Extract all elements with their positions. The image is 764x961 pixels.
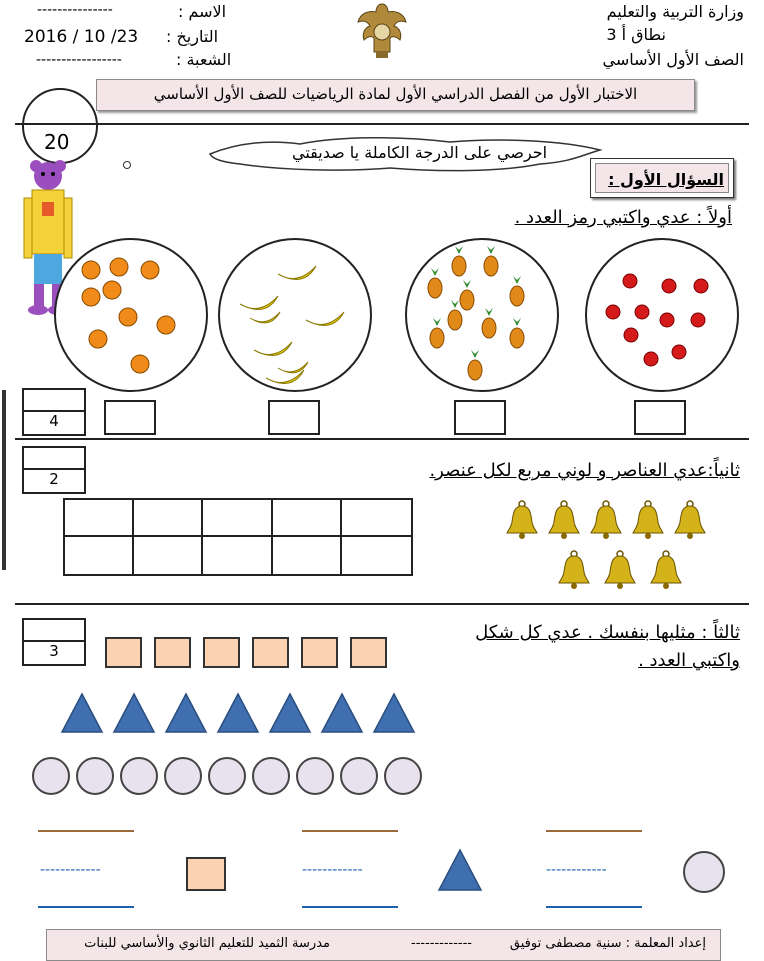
ministry-name: وزارة التربية والتعليم [606, 2, 744, 21]
footer-dashes: ------------- [411, 936, 472, 951]
zone-label: نطاق أ 3 [606, 25, 666, 44]
orange-icons [56, 240, 206, 390]
exam-title-box [96, 79, 695, 111]
orange-group-circle [54, 238, 208, 392]
bell-icon [505, 500, 539, 540]
answer-line-5[interactable] [302, 906, 398, 908]
section-label: الشعبة : [176, 50, 232, 69]
part3-score: 3 [49, 642, 59, 660]
cloud-text: احرصي على الدرجة الكاملة يا صديقتي [292, 143, 548, 162]
answer-box-apples[interactable] [634, 400, 686, 435]
banana-icons [220, 240, 370, 390]
grid-cell[interactable] [65, 500, 134, 537]
part2-score: 2 [49, 470, 59, 488]
grid-cell[interactable] [203, 500, 272, 537]
bell-icon [547, 500, 581, 540]
grid-cell[interactable] [134, 500, 203, 537]
triangle-shape [320, 692, 364, 734]
triangle-shape [216, 692, 260, 734]
answer-line-squares[interactable] [546, 830, 642, 832]
example-square [186, 857, 226, 891]
answer-line-6[interactable] [546, 906, 642, 908]
bell-icon [631, 500, 665, 540]
square-shape [105, 637, 142, 668]
name-dashes: --------------- [37, 2, 113, 18]
square-shape [252, 637, 289, 668]
pineapple-group-circle [405, 238, 559, 392]
bell-icon [589, 500, 623, 540]
dot [123, 161, 131, 169]
grid-cell[interactable] [273, 500, 342, 537]
section-dashes: ----------------- [36, 52, 122, 68]
answer-box-pineapples[interactable] [454, 400, 506, 435]
answer-box-bananas[interactable] [268, 400, 320, 435]
part1-score-box [22, 388, 86, 436]
dash-line-1: ------------ [40, 862, 101, 878]
triangle-shape [60, 692, 104, 734]
bells-group [505, 500, 715, 592]
apple-icons [587, 240, 737, 390]
part3-instruction-line2: واكتبي العدد . [638, 650, 740, 671]
section1-divider [15, 438, 749, 440]
question1-label: السؤال الأول : [608, 170, 724, 189]
circle-shape [120, 757, 158, 795]
example-circle [683, 851, 725, 893]
part2-score-box [22, 446, 86, 494]
dash-line-3: ------------ [546, 862, 607, 878]
grid-cell[interactable] [134, 537, 203, 574]
bell-icon [603, 550, 637, 590]
part1-score: 4 [49, 412, 59, 430]
triangles-row [60, 692, 430, 734]
answer-line-triangles[interactable] [302, 830, 398, 832]
triangle-shape [372, 692, 416, 734]
section2-divider [15, 603, 749, 605]
circle-shape [32, 757, 70, 795]
dash-line-2: ------------ [302, 862, 363, 878]
triangle-shape [268, 692, 312, 734]
circle-shape [296, 757, 334, 795]
coloring-grid [63, 498, 413, 576]
part3-instruction-line1: ثالثاً : مثليها بنفسك . عدي كل شكل [475, 622, 740, 643]
grid-cell[interactable] [203, 537, 272, 574]
bell-icon [673, 500, 707, 540]
triangle-shape [164, 692, 208, 734]
date-label: التاريخ : [166, 27, 219, 46]
grade-label: الصف الأول الأساسي [602, 50, 744, 69]
bell-icon [649, 550, 683, 590]
grid-cell[interactable] [342, 500, 411, 537]
date-value: 23/ 10 / 2016 [24, 27, 139, 47]
part2-instruction: ثانياً:عدي العناصر و لوني مربع لكل عنصر. [429, 460, 740, 481]
part3-score-box [22, 618, 86, 666]
square-shape [154, 637, 191, 668]
apple-group-circle [585, 238, 739, 392]
exam-title: الاختبار الأول من الفصل الدراسي الأول لمادة الرياضيات للصف الأول الأساسي [153, 85, 638, 103]
square-shape [350, 637, 387, 668]
banana-group-circle [218, 238, 372, 392]
grid-cell[interactable] [273, 537, 342, 574]
circle-shape [252, 757, 290, 795]
footer-teacher: إعداد المعلمة : سنية مصطفى توفيق [509, 936, 706, 951]
total-score: 20 [44, 130, 70, 154]
circle-shape [340, 757, 378, 795]
circle-shape [164, 757, 202, 795]
bell-icon [557, 550, 591, 590]
answer-line-4[interactable] [38, 906, 134, 908]
circle-shape [76, 757, 114, 795]
name-label: الاسم : [178, 2, 227, 21]
example-triangle [437, 848, 483, 896]
answer-line-circles[interactable] [38, 830, 134, 832]
pineapple-icons [407, 240, 557, 390]
triangle-shape [112, 692, 156, 734]
emblem-logo [354, 0, 410, 62]
square-shape [301, 637, 338, 668]
grid-cell[interactable] [342, 537, 411, 574]
header-divider [15, 123, 749, 125]
square-shape [203, 637, 240, 668]
footer-box [46, 929, 721, 961]
circle-shape [384, 757, 422, 795]
answer-box-oranges[interactable] [104, 400, 156, 435]
part1-instruction: أولاً : عدي واكتبي رمز العدد . [514, 207, 732, 228]
circle-shape [208, 757, 246, 795]
footer-school: مدرسة الثميد للتعليم الثانوي والأساسي للبنات [84, 936, 330, 951]
page-edge-marker [2, 390, 6, 570]
grid-cell[interactable] [65, 537, 134, 574]
